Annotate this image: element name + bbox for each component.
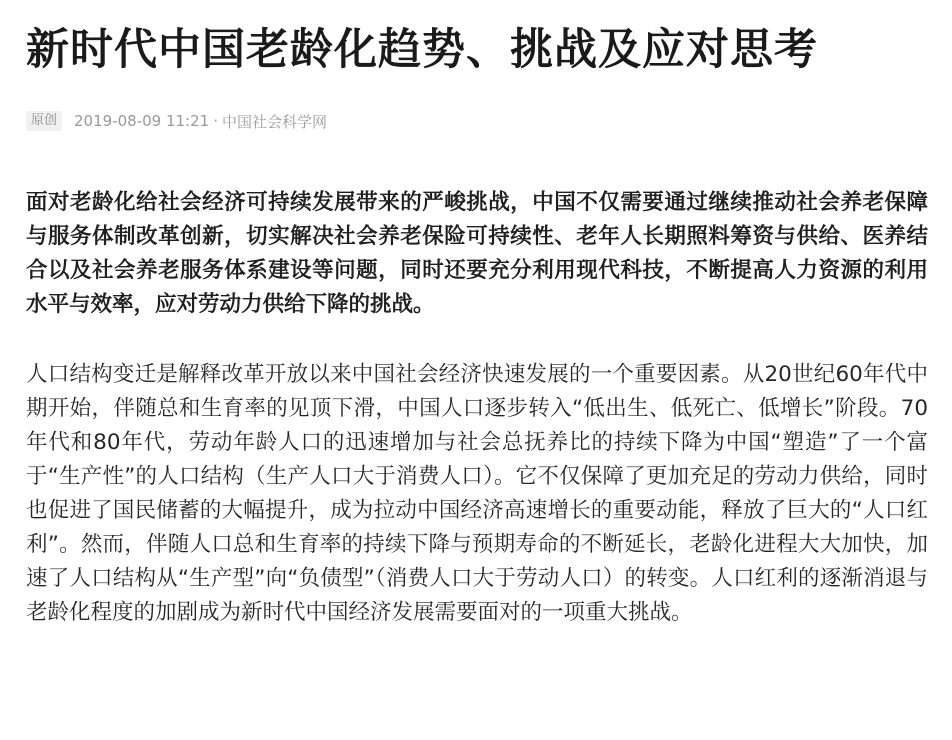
body-paragraph: 人口结构变迁是解释改革开放以来中国社会经济快速发展的一个重要因素。从20世纪60年代中期开始，伴随总和生育率的见顶下滑，中国人口逐步转入“低出生、低死亡、低增长”阶段。70年代和80年代，劳动年龄人口的迅速增加与社会总抚养比的持续下降为中国“塑造”了一个富于“生产性”的人口结构（生产人口大于消费人口）。它不仅保障了更加充足的劳动力供给，同时也促进了国民储蓄的大幅提升，成为拉动中国经济高速增长的重要动能，释放了巨大的“人口红利”。然而，伴随人口总和生育率的持续下降与预期寿命的不断延长，老龄化进程大大加快，加速了人口结构从“生产型”向“负债型”（消费人口大于劳动人口）的转变。人口红利的逐渐消退与老龄化程度的加剧成为新时代中国经济发展需要面对的一项重大挑战。 [26, 362, 928, 625]
publish-date: 2019-08-09 11:21 [74, 112, 210, 130]
meta-separator: · [213, 112, 218, 130]
article-meta [26, 110, 928, 132]
lead-paragraph: 面对老龄化给社会经济可持续发展带来的严峻挑战，中国不仅需要通过继续推动社会养老保障与服务体制改革创新，切实解决社会养老保险可持续性、老年人长期照料筹资与供给、医养结合以及社会养老服务体系建设等问题，同时还要充分利用现代科技，不断提高人力资源的利用水平与效率，应对劳动力供给下降的挑战。 [26, 190, 928, 317]
article-title: 新时代中国老龄化趋势、挑战及应对思考 [26, 25, 818, 75]
article [26, 0, 928, 630]
original-badge: 原创 [26, 111, 62, 131]
source-link[interactable]: 中国社会科学网 [221, 112, 327, 131]
